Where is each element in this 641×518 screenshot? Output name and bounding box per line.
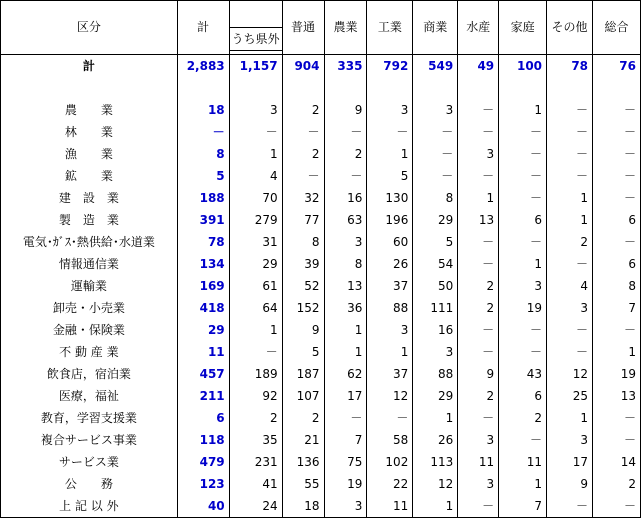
value-cell: 13 — [593, 385, 641, 407]
outside-cell: 3 — [229, 99, 282, 121]
header-row — [1, 1, 641, 55]
value-cell: 6 — [499, 209, 547, 231]
value-cell: 187 — [282, 363, 324, 385]
value-cell: － — [593, 495, 641, 518]
value-cell: － — [413, 143, 458, 165]
table-row — [1, 121, 641, 143]
value-cell: 54 — [413, 253, 458, 275]
value-cell: 19 — [499, 297, 547, 319]
header-outside-label: うち県外 — [229, 27, 282, 51]
value-cell: 19 — [593, 363, 641, 385]
table-row — [1, 385, 641, 407]
outside-cell: 35 — [229, 429, 282, 451]
total-cell: 78 — [177, 231, 229, 253]
outside-cell: 64 — [229, 297, 282, 319]
value-cell: － — [499, 165, 547, 187]
total-cell: 134 — [177, 253, 229, 275]
value-cell: － — [499, 143, 547, 165]
total-cell: 18 — [177, 99, 229, 121]
value-cell: 1 — [499, 473, 547, 495]
table-row — [1, 429, 641, 451]
outside-cell: 1 — [229, 319, 282, 341]
value-cell: － — [499, 319, 547, 341]
total-cell: 8 — [177, 143, 229, 165]
value-cell: 4 — [547, 275, 593, 297]
value-cell: 3 — [413, 99, 458, 121]
value-cell: － — [547, 319, 593, 341]
value-cell: － — [458, 253, 499, 275]
value-cell: 32 — [282, 187, 324, 209]
category-label: 漁 業 — [1, 143, 178, 165]
value-cell: 2 — [593, 473, 641, 495]
header-major-kogyo: 工業 — [367, 1, 413, 55]
value-cell: － — [593, 429, 641, 451]
value-cell: 9 — [324, 99, 367, 121]
total-cell: 169 — [177, 275, 229, 297]
table-row — [1, 187, 641, 209]
value-cell: 8 — [593, 275, 641, 297]
value-cell: 18 — [282, 495, 324, 518]
header-major-katei: 家庭 — [499, 1, 547, 55]
value-cell: 1 — [324, 319, 367, 341]
outside-cell: 41 — [229, 473, 282, 495]
value-cell: 2 — [458, 275, 499, 297]
value-cell: 26 — [367, 253, 413, 275]
value-cell: － — [499, 429, 547, 451]
value-cell: 1 — [547, 209, 593, 231]
table-row — [1, 209, 641, 231]
value-cell: 22 — [367, 473, 413, 495]
value-cell: 14 — [593, 451, 641, 473]
value-cell: 9 — [458, 363, 499, 385]
value-cell: 3 — [324, 495, 367, 518]
outside-cell: 2 — [229, 407, 282, 429]
value-cell: 49 — [458, 55, 499, 78]
value-cell: 78 — [547, 55, 593, 78]
value-cell: 3 — [499, 275, 547, 297]
value-cell: 3 — [458, 473, 499, 495]
total-cell: 457 — [177, 363, 229, 385]
value-cell: 1 — [499, 253, 547, 275]
total-cell: 391 — [177, 209, 229, 231]
value-cell: － — [324, 407, 367, 429]
value-cell: 1 — [458, 187, 499, 209]
value-cell: 52 — [282, 275, 324, 297]
total-cell: 40 — [177, 495, 229, 518]
table-row — [1, 275, 641, 297]
value-cell: － — [593, 99, 641, 121]
value-cell: 88 — [367, 297, 413, 319]
value-cell: 29 — [413, 385, 458, 407]
total-cell: 29 — [177, 319, 229, 341]
value-cell: 2 — [458, 385, 499, 407]
value-cell: 5 — [367, 165, 413, 187]
value-cell: 2 — [282, 407, 324, 429]
total-cell: 118 — [177, 429, 229, 451]
value-cell: 2 — [282, 99, 324, 121]
value-cell: － — [547, 165, 593, 187]
value-cell: 17 — [324, 385, 367, 407]
table-row — [1, 363, 641, 385]
outside-cell: － — [229, 341, 282, 363]
value-cell: 26 — [413, 429, 458, 451]
value-cell: 1 — [547, 407, 593, 429]
value-cell: 1 — [324, 341, 367, 363]
value-cell: － — [547, 99, 593, 121]
value-cell: 6 — [593, 209, 641, 231]
table-row — [1, 143, 641, 165]
category-label: 鉱 業 — [1, 165, 178, 187]
total-cell: 479 — [177, 451, 229, 473]
category-label: 情報通信業 — [1, 253, 178, 275]
table-row — [1, 253, 641, 275]
value-cell: 5 — [413, 231, 458, 253]
category-label: 製 造 業 — [1, 209, 178, 231]
value-cell: － — [367, 121, 413, 143]
value-cell: 8 — [324, 253, 367, 275]
category-label: 建 設 業 — [1, 187, 178, 209]
value-cell: 60 — [367, 231, 413, 253]
total-cell: 418 — [177, 297, 229, 319]
category-label: 不 動 産 業 — [1, 341, 178, 363]
value-cell: － — [547, 341, 593, 363]
value-cell: 1 — [413, 407, 458, 429]
value-cell: － — [547, 495, 593, 518]
header-major-nogyo: 農業 — [324, 1, 367, 55]
value-cell: － — [593, 121, 641, 143]
value-cell: 152 — [282, 297, 324, 319]
value-cell: － — [458, 121, 499, 143]
value-cell: 77 — [282, 209, 324, 231]
category-label: 運輸業 — [1, 275, 178, 297]
value-cell: － — [499, 341, 547, 363]
value-cell: 62 — [324, 363, 367, 385]
value-cell: 19 — [324, 473, 367, 495]
value-cell: 88 — [413, 363, 458, 385]
value-cell: 6 — [593, 253, 641, 275]
outside-cell: 29 — [229, 253, 282, 275]
value-cell: － — [324, 121, 367, 143]
category-label: 卸売・小売業 — [1, 297, 178, 319]
value-cell: 16 — [324, 187, 367, 209]
value-cell: 3 — [324, 231, 367, 253]
header-major-futsu: 普通 — [282, 1, 324, 55]
header-category: 区分 — [1, 1, 178, 55]
value-cell: 107 — [282, 385, 324, 407]
header-outside — [229, 1, 282, 55]
total-cell: 6 — [177, 407, 229, 429]
outside-cell: 279 — [229, 209, 282, 231]
table-row — [1, 319, 641, 341]
value-cell: 102 — [367, 451, 413, 473]
value-cell: 2 — [282, 143, 324, 165]
value-cell: 3 — [458, 429, 499, 451]
value-cell: 111 — [413, 297, 458, 319]
value-cell: 63 — [324, 209, 367, 231]
value-cell: 39 — [282, 253, 324, 275]
value-cell: 13 — [324, 275, 367, 297]
value-cell: 1 — [547, 187, 593, 209]
value-cell: 36 — [324, 297, 367, 319]
category-label: 公 務 — [1, 473, 178, 495]
value-cell: － — [499, 121, 547, 143]
value-cell: 13 — [458, 209, 499, 231]
total-cell: － — [177, 121, 229, 143]
value-cell: 43 — [499, 363, 547, 385]
value-cell: 11 — [499, 451, 547, 473]
value-cell: 12 — [413, 473, 458, 495]
outside-cell: 1 — [229, 143, 282, 165]
value-cell: 11 — [367, 495, 413, 518]
value-cell: 904 — [282, 55, 324, 78]
value-cell: － — [367, 407, 413, 429]
value-cell: － — [324, 165, 367, 187]
value-cell: 7 — [499, 495, 547, 518]
outside-cell: 4 — [229, 165, 282, 187]
value-cell: 12 — [367, 385, 413, 407]
value-cell: 1 — [593, 341, 641, 363]
category-label: 林 業 — [1, 121, 178, 143]
value-cell: － — [458, 341, 499, 363]
value-cell: － — [458, 319, 499, 341]
value-cell: － — [547, 121, 593, 143]
total-cell: 2,883 — [177, 55, 229, 78]
outside-cell: － — [229, 121, 282, 143]
value-cell: 76 — [593, 55, 641, 78]
category-label: サービス業 — [1, 451, 178, 473]
value-cell: 3 — [367, 319, 413, 341]
value-cell: 55 — [282, 473, 324, 495]
value-cell: 1 — [367, 143, 413, 165]
value-cell: 3 — [547, 429, 593, 451]
value-cell: 335 — [324, 55, 367, 78]
header-major-suisan: 水産 — [458, 1, 499, 55]
value-cell: 3 — [367, 99, 413, 121]
total-cell: 188 — [177, 187, 229, 209]
value-cell: － — [282, 165, 324, 187]
value-cell: － — [593, 187, 641, 209]
outside-cell: 61 — [229, 275, 282, 297]
table-row — [1, 451, 641, 473]
outside-cell: 31 — [229, 231, 282, 253]
table-row — [1, 341, 641, 363]
value-cell: － — [593, 143, 641, 165]
outside-cell: 70 — [229, 187, 282, 209]
value-cell: － — [593, 319, 641, 341]
value-cell: － — [547, 253, 593, 275]
value-cell: － — [499, 231, 547, 253]
value-cell: 9 — [547, 473, 593, 495]
value-cell: 8 — [413, 187, 458, 209]
outside-cell: 92 — [229, 385, 282, 407]
table-row — [1, 165, 641, 187]
value-cell: 11 — [458, 451, 499, 473]
value-cell: － — [593, 407, 641, 429]
value-cell: － — [547, 143, 593, 165]
value-cell: 75 — [324, 451, 367, 473]
category-label: 医療，福祉 — [1, 385, 178, 407]
category-label: 飲食店，宿泊業 — [1, 363, 178, 385]
table-row — [1, 99, 641, 121]
value-cell: 7 — [324, 429, 367, 451]
value-cell: 7 — [593, 297, 641, 319]
total-row — [1, 55, 641, 78]
value-cell: 12 — [547, 363, 593, 385]
value-cell: 2 — [499, 407, 547, 429]
value-cell: － — [458, 407, 499, 429]
outside-cell: 231 — [229, 451, 282, 473]
value-cell: 3 — [458, 143, 499, 165]
value-cell: 2 — [458, 297, 499, 319]
value-cell: 50 — [413, 275, 458, 297]
total-cell: 5 — [177, 165, 229, 187]
value-cell: 113 — [413, 451, 458, 473]
value-cell: － — [458, 231, 499, 253]
value-cell: 130 — [367, 187, 413, 209]
table-row — [1, 297, 641, 319]
value-cell: 100 — [499, 55, 547, 78]
table-row — [1, 407, 641, 429]
value-cell: 29 — [413, 209, 458, 231]
value-cell: 196 — [367, 209, 413, 231]
total-cell: 11 — [177, 341, 229, 363]
value-cell: 2 — [547, 231, 593, 253]
spacer-row — [1, 77, 641, 99]
outside-cell: 1,157 — [229, 55, 282, 78]
value-cell: 1 — [499, 99, 547, 121]
value-cell: 25 — [547, 385, 593, 407]
outside-cell: 189 — [229, 363, 282, 385]
value-cell: 17 — [547, 451, 593, 473]
value-cell: 136 — [282, 451, 324, 473]
value-cell: － — [458, 99, 499, 121]
value-cell: 3 — [547, 297, 593, 319]
value-cell: 792 — [367, 55, 413, 78]
value-cell: 3 — [413, 341, 458, 363]
header-major-sonota: その他 — [547, 1, 593, 55]
value-cell: － — [413, 165, 458, 187]
header-total-label: 計 — [197, 20, 210, 34]
value-cell: － — [413, 121, 458, 143]
value-cell: 58 — [367, 429, 413, 451]
total-cell: 123 — [177, 473, 229, 495]
value-cell: － — [499, 187, 547, 209]
value-cell: 6 — [499, 385, 547, 407]
value-cell: 37 — [367, 275, 413, 297]
outside-cell: 24 — [229, 495, 282, 518]
category-label: 教育，学習支援業 — [1, 407, 178, 429]
value-cell: － — [282, 121, 324, 143]
value-cell: 16 — [413, 319, 458, 341]
total-label: 計 — [1, 55, 178, 78]
value-cell: 549 — [413, 55, 458, 78]
value-cell: 37 — [367, 363, 413, 385]
category-label: 金融・保険業 — [1, 319, 178, 341]
value-cell: 21 — [282, 429, 324, 451]
table-row — [1, 231, 641, 253]
value-cell: 5 — [282, 341, 324, 363]
table-row — [1, 473, 641, 495]
value-cell: － — [593, 165, 641, 187]
value-cell: 1 — [367, 341, 413, 363]
table-row — [1, 495, 641, 518]
header-total — [177, 1, 229, 55]
category-label: 複合サービス事業 — [1, 429, 178, 451]
value-cell: 1 — [413, 495, 458, 518]
value-cell: － — [458, 495, 499, 518]
value-cell: 8 — [282, 231, 324, 253]
category-label: 電気･ｶﾞｽ･熱供給･水道業 — [1, 231, 178, 253]
value-cell: － — [458, 165, 499, 187]
header-major-shogyo: 商業 — [413, 1, 458, 55]
value-cell: － — [593, 231, 641, 253]
category-label: 上 記 以 外 — [1, 495, 178, 518]
value-cell: 2 — [324, 143, 367, 165]
value-cell: 9 — [282, 319, 324, 341]
header-major-sogo: 総合 — [593, 1, 641, 55]
total-cell: 211 — [177, 385, 229, 407]
category-label: 農 業 — [1, 99, 178, 121]
